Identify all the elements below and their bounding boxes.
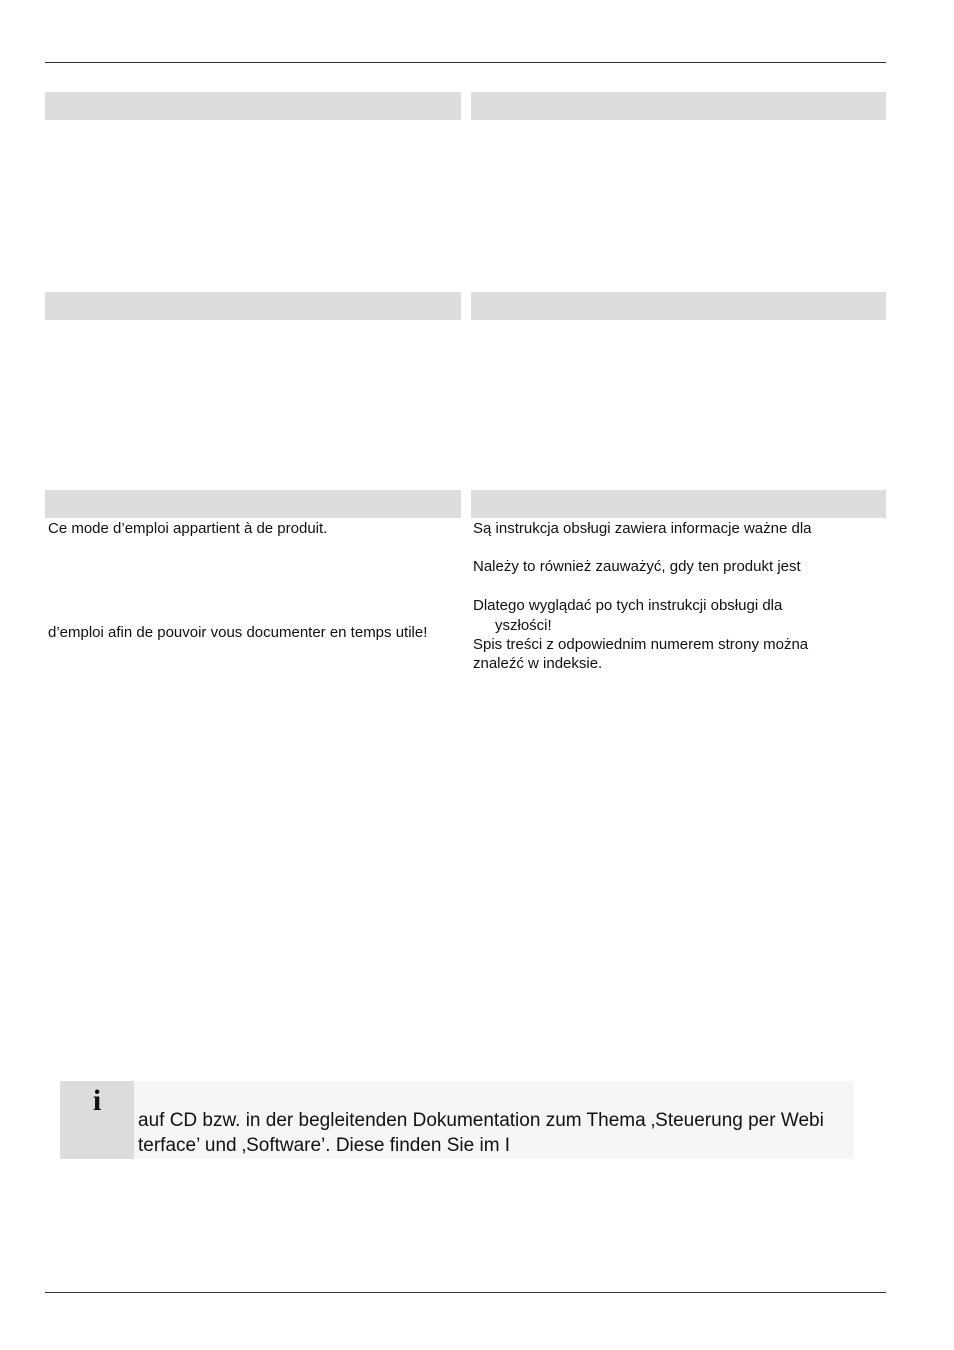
note-text-line: terface’ und ‚Software’. Diese finden Sie im I bbox=[138, 1135, 511, 1156]
polish-line: Dlatego wyglądać po tych instrukcji obsługi dla bbox=[473, 597, 783, 614]
polish-line: Należy to również zauważyć, gdy ten produkt jest bbox=[473, 558, 801, 575]
polish-line: znaleźć w indeksie. bbox=[473, 655, 603, 672]
polish-line: yszłości! bbox=[495, 617, 552, 634]
polish-line: Spis treści z odpowiednim numerem strony można bbox=[473, 636, 809, 653]
section-header-bar-left-1 bbox=[45, 92, 461, 120]
polish-line: Są instrukcja obsługi zawiera informacje ważne dla bbox=[473, 520, 812, 537]
footer-rule bbox=[45, 1292, 886, 1293]
french-line: d’emploi afin de pouvoir vous documenter en temps utile! bbox=[48, 624, 428, 641]
section-header-bar-left-2 bbox=[45, 292, 461, 320]
french-line: Ce mode d’emploi appartient à de produit. bbox=[48, 520, 328, 537]
section-header-bar-right-1 bbox=[471, 92, 886, 120]
info-icon bbox=[60, 1081, 134, 1159]
info-icon-glyph: i bbox=[92, 1084, 102, 1117]
section-header-bar-polish bbox=[471, 490, 886, 518]
section-header-bar-french bbox=[45, 490, 461, 518]
header-rule bbox=[45, 62, 886, 63]
section-header-bar-right-2 bbox=[471, 292, 886, 320]
info-note-box bbox=[60, 1081, 854, 1159]
note-text-line: auf CD bzw. in der begleitenden Dokumentation zum Thema ‚Steuerung per Webi bbox=[138, 1110, 824, 1131]
